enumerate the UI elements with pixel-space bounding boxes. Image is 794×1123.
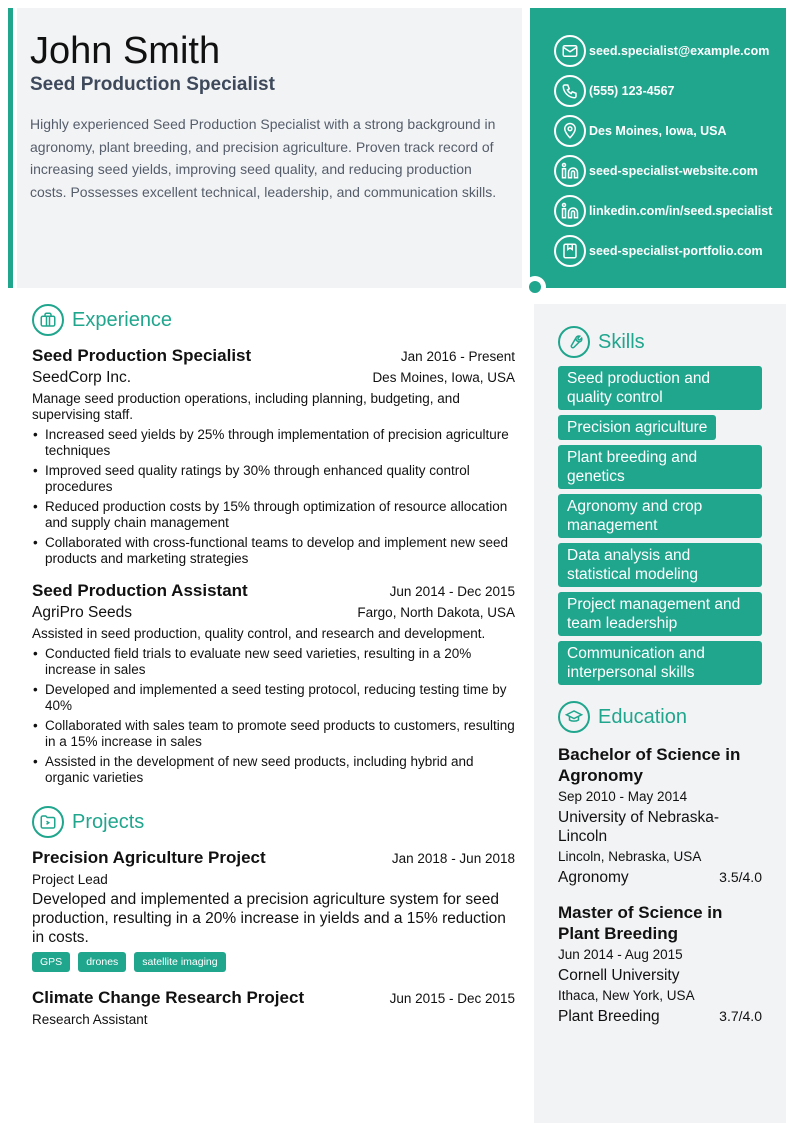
project-dates: Jan 2018 - Jun 2018: [391, 851, 515, 866]
linkedin-icon: [554, 195, 586, 227]
summary: Highly experienced Seed Production Specialist with a strong background in agronomy, plant breeding, and precision agriculture. Proven track record of increasing seed yields, improving seed quality, and reducing production costs. Possesses excellent technical, leadership, and communication skills.: [30, 116, 497, 200]
skill-badge: Plant breeding and genetics: [558, 445, 762, 489]
edu-location: Lincoln, Nebraska, USA: [558, 849, 702, 864]
project-title: Precision Agriculture Project: [32, 848, 266, 867]
list-item: • Conducted field trials to evaluate new seed varieties, resulting in a 20% increase in sales: [32, 646, 515, 678]
job-entry: [32, 581, 515, 786]
project-description: Developed and implemented a precision agriculture system for seed production, resulting in a 20% increase in yields and a 15% reduction in costs.: [32, 891, 506, 946]
contact-location-text: Des Moines, Iowa, USA: [589, 124, 727, 138]
contact-location: [554, 111, 786, 151]
project-entry: [32, 988, 515, 1027]
skill-badge: Data analysis and statistical modeling: [558, 543, 762, 587]
project-role: Project Lead: [32, 872, 108, 887]
list-item: • Increased seed yields by 25% through implementation of precision agriculture techniques: [32, 427, 515, 459]
project-title: Climate Change Research Project: [32, 988, 305, 1007]
job-title: Seed Production Assistant: [32, 581, 248, 600]
name: John Smith: [30, 30, 221, 72]
job-title: Seed Production Specialist: [30, 74, 275, 95]
job-entry: [32, 346, 515, 567]
location-icon: [554, 115, 586, 147]
projects-title: Projects: [72, 810, 145, 833]
skills-list: [558, 366, 762, 685]
list-item: • Developed and implemented a seed testing protocol, reducing testing time by 40%: [32, 682, 515, 714]
skill-badge: Project management and team leadership: [558, 592, 762, 636]
linkedin-icon: [554, 155, 586, 187]
contact-phone[interactable]: [554, 71, 786, 111]
company: SeedCorp Inc.: [32, 369, 132, 386]
job-dates: Jan 2016 - Present: [400, 349, 515, 364]
folder-icon: [32, 806, 64, 838]
briefcase-icon: [32, 304, 64, 336]
contact-linkedin-text: linkedin.com/in/seed.specialist: [589, 204, 773, 218]
list-item: • Improved seed quality ratings by 30% through enhanced quality control procedures: [32, 463, 515, 495]
company: AgriPro Seeds: [32, 604, 132, 621]
tag: GPS: [32, 952, 70, 972]
edu-field: Plant Breeding: [558, 1008, 660, 1025]
job-bullets: [32, 646, 515, 786]
contact-email-text: seed.specialist@example.com: [589, 44, 770, 58]
edu-gpa: 3.7/4.0: [719, 1008, 762, 1024]
project-entry: [32, 848, 515, 972]
email-icon: [554, 35, 586, 67]
job-description: Assisted in seed production, quality control, and research and development.: [32, 626, 486, 641]
header: [17, 8, 522, 288]
degree: Bachelor of Science in Agronomy: [558, 745, 741, 785]
job-location: Fargo, North Dakota, USA: [357, 605, 515, 620]
phone-icon: [554, 75, 586, 107]
list-item: • Collaborated with sales team to promote seed products to customers, resulting in a 15% increase in sales: [32, 718, 515, 750]
list-item: • Assisted in the development of new seed products, including hybrid and organic varieties: [32, 754, 515, 786]
edu-dates: Sep 2010 - May 2014: [558, 789, 688, 804]
project-role: Research Assistant: [32, 1012, 148, 1027]
list-item: • Collaborated with cross-functional teams to develop and implement new seed products and marketing strategies: [32, 535, 515, 567]
skills-heading: [558, 326, 762, 358]
skill-badge: Precision agriculture: [558, 415, 716, 440]
contact-website-text: seed-specialist-website.com: [589, 164, 758, 178]
project-dates: Jun 2015 - Dec 2015: [389, 991, 515, 1006]
edu-dates: Jun 2014 - Aug 2015: [558, 947, 683, 962]
education-entry: [558, 902, 762, 1026]
tag: satellite imaging: [134, 952, 225, 972]
tag: drones: [78, 952, 126, 972]
experience-heading: [32, 304, 515, 336]
sidebar: [534, 304, 786, 1123]
education-entry: [558, 744, 762, 887]
contact-panel: [530, 8, 786, 288]
project-tags: [32, 952, 515, 972]
edu-field: Agronomy: [558, 869, 629, 886]
accent-bar: [8, 8, 13, 288]
job-location: Des Moines, Iowa, USA: [372, 370, 515, 385]
job-bullets: [32, 427, 515, 567]
edu-gpa: 3.5/4.0: [719, 869, 762, 885]
degree: Master of Science in Plant Breeding: [558, 903, 723, 943]
list-item: • Reduced production costs by 15% through optimization of resource allocation and supply chain management: [32, 499, 515, 531]
skills-title: Skills: [598, 330, 645, 353]
education-title: Education: [598, 705, 687, 728]
main-column: [32, 304, 515, 1027]
contact-portfolio[interactable]: [554, 231, 786, 271]
contact-email[interactable]: [554, 31, 786, 71]
edu-location: Ithaca, New York, USA: [558, 988, 695, 1003]
education-heading: [558, 701, 762, 733]
skill-badge: Communication and interpersonal skills: [558, 641, 762, 685]
school: University of Nebraska-Lincoln: [558, 809, 720, 845]
experience-title: Experience: [72, 308, 173, 331]
graduation-cap-icon: [558, 701, 590, 733]
wrench-icon: [558, 326, 590, 358]
portfolio-icon: [554, 235, 586, 267]
job-dates: Jun 2014 - Dec 2015: [389, 584, 515, 599]
contact-phone-text: (555) 123-4567: [589, 84, 675, 98]
timeline-dot: [524, 276, 546, 298]
contact-portfolio-text: seed-specialist-portfolio.com: [589, 244, 763, 258]
contact-linkedin[interactable]: [554, 191, 786, 231]
skill-badge: Agronomy and crop management: [558, 494, 762, 538]
job-description: Manage seed production operations, including planning, budgeting, and supervising staff.: [32, 391, 460, 422]
projects-heading: [32, 806, 515, 838]
school: Cornell University: [558, 967, 680, 984]
skill-badge: Seed production and quality control: [558, 366, 762, 410]
contact-website[interactable]: [554, 151, 786, 191]
job-title: Seed Production Specialist: [32, 346, 252, 365]
